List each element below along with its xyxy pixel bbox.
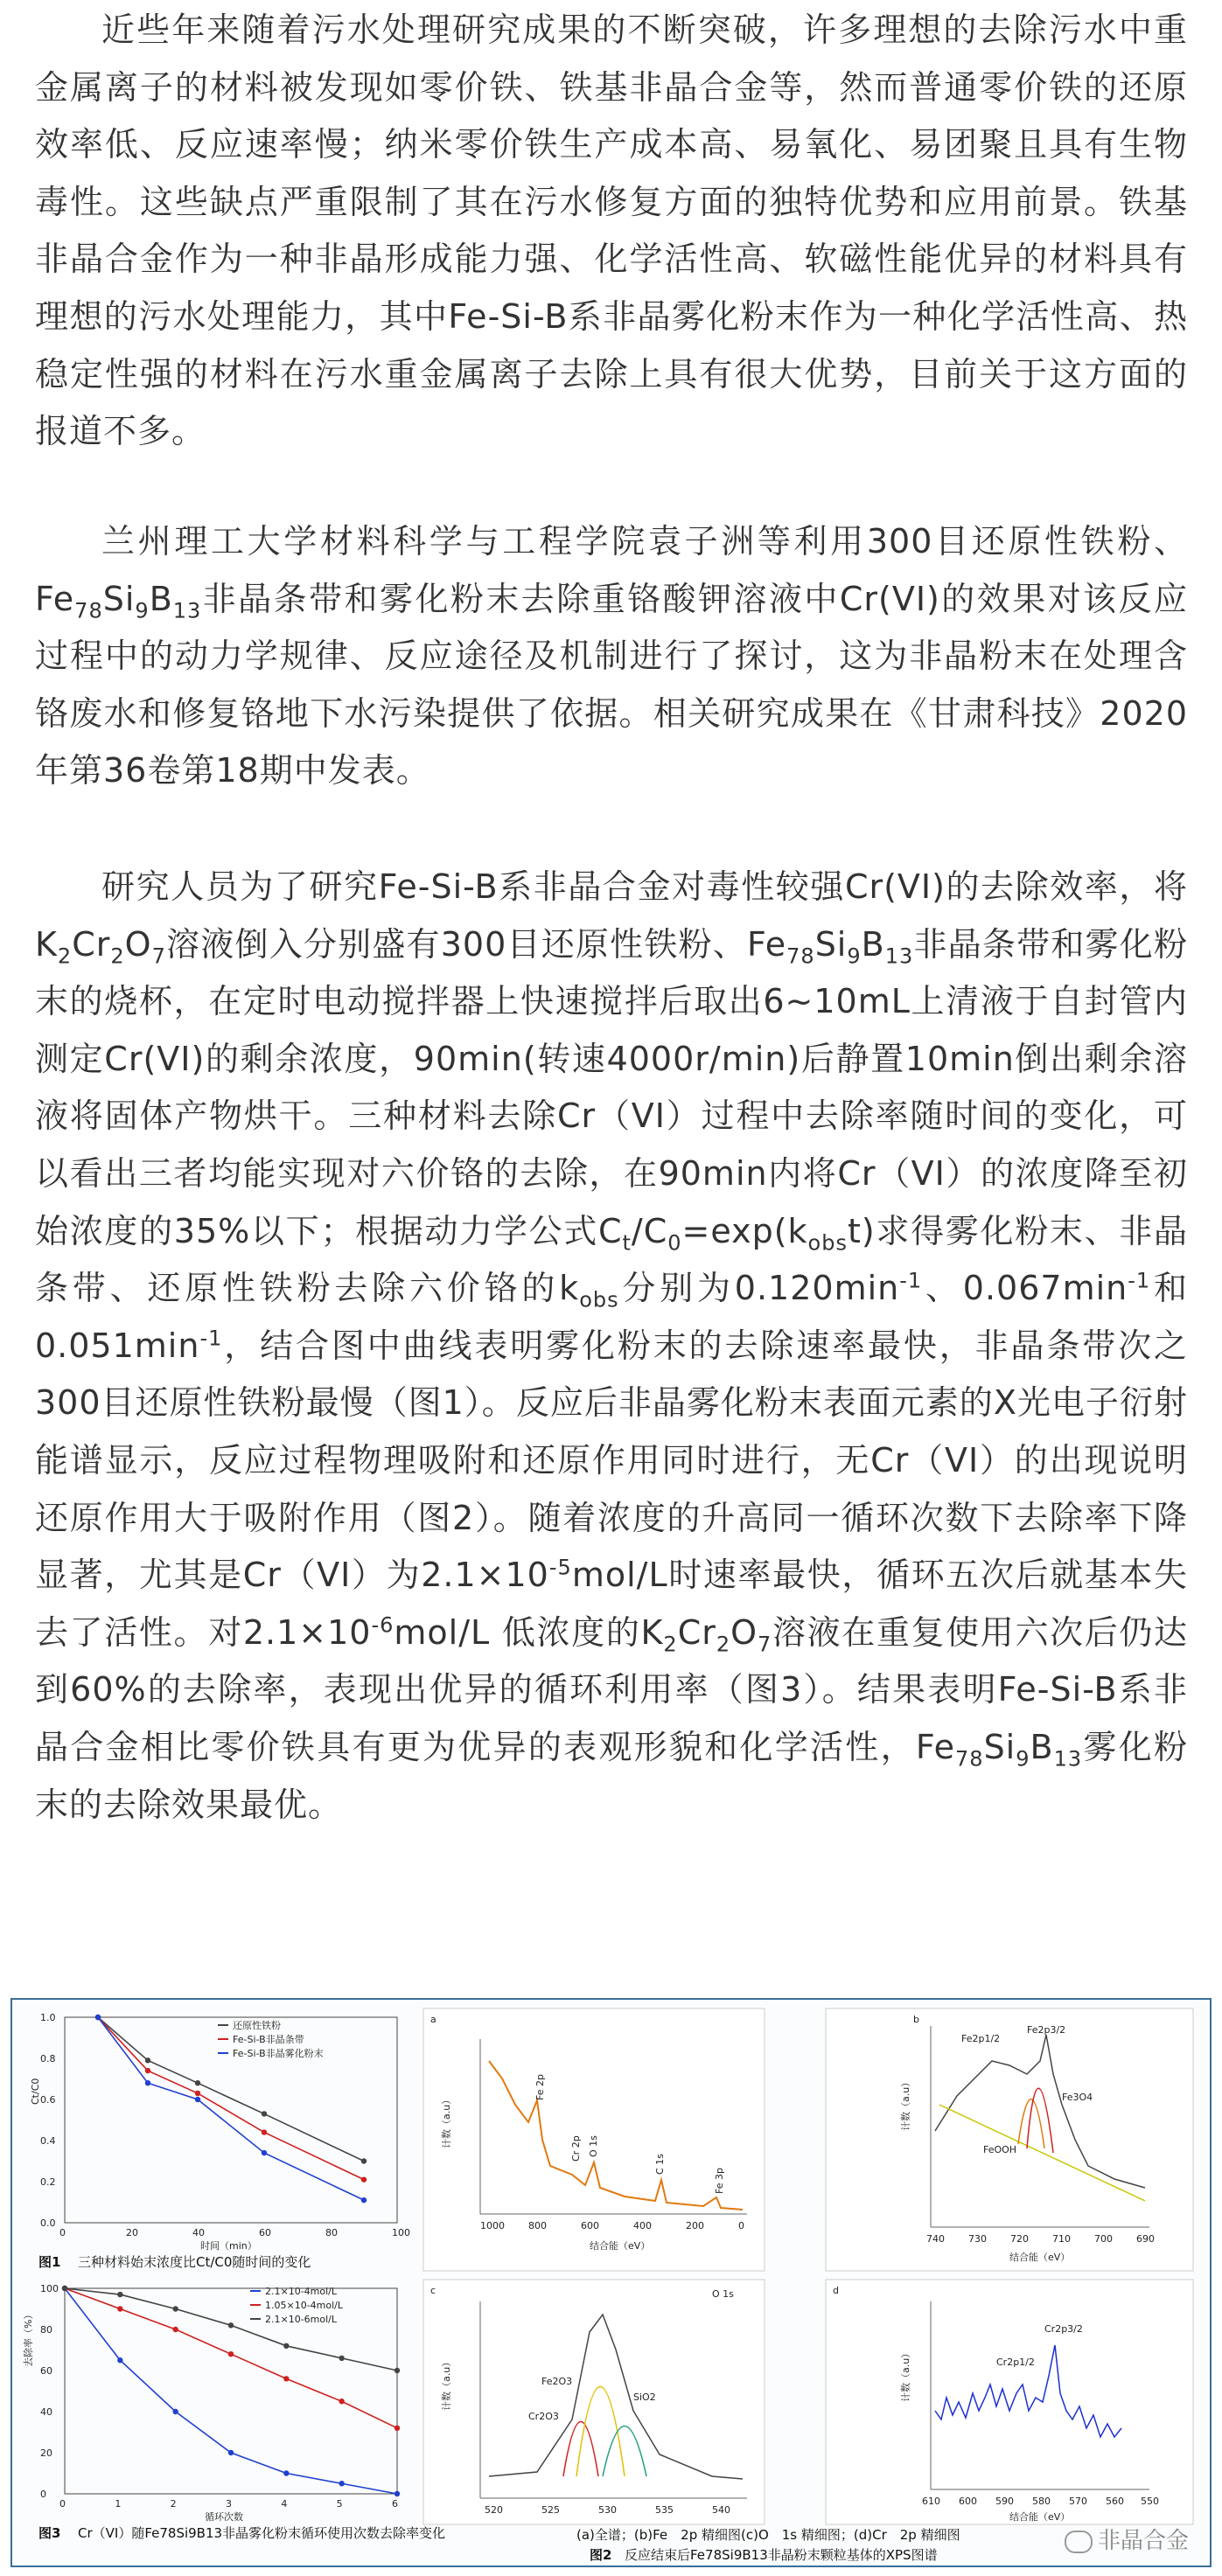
fig1-series-3-point	[262, 2150, 267, 2155]
fig3-ytick-label: 0	[40, 2489, 46, 2500]
fig3-xlabel: 循环次数	[205, 2511, 243, 2523]
fig1-xtick-label: 100	[392, 2227, 410, 2238]
fig3-series-2-point	[283, 2376, 289, 2381]
panel-c-xtick-2: 530	[598, 2504, 617, 2516]
fig3-xtick-label: 6	[392, 2498, 398, 2510]
fig3-xtick-label: 2	[170, 2498, 177, 2510]
fig3-series-3-point	[228, 2322, 234, 2328]
fig3-ytick-label: 40	[40, 2406, 52, 2418]
fig1-xtick-label: 80	[325, 2227, 338, 2238]
fig3-legend-2: 1.05×10-4mol/L	[265, 2300, 344, 2311]
panel-a-peak-o1s: O 1s	[588, 2135, 599, 2157]
fig3-legend-3: 2.1×10-6mol/L	[265, 2314, 338, 2325]
fig1-series-3-point	[361, 2197, 367, 2203]
panel-c-peak-1: Fe2O3	[541, 2376, 573, 2387]
panel-a-peak-fe3p: Fe 3p	[714, 2168, 725, 2194]
figure-composite	[10, 1998, 1212, 2567]
panel-c-xtick-0: 520	[485, 2504, 503, 2516]
fig3-xtick-label: 0	[59, 2498, 66, 2510]
panel-b-label: b	[913, 2014, 919, 2025]
fig3-ytick-label: 80	[40, 2324, 52, 2336]
fig3-series-1-point	[117, 2357, 122, 2363]
fig3-series-2-point	[117, 2306, 122, 2311]
fig1-series-1-point	[195, 2080, 200, 2085]
panel-d-xtick-5: 560	[1106, 2496, 1124, 2507]
fig1-ytick-label: 0.4	[40, 2135, 56, 2147]
fig3-series-3-point	[117, 2292, 122, 2297]
fig3-series-3-point	[283, 2343, 289, 2349]
panel-d-xtick-3: 580	[1032, 2496, 1051, 2507]
panel-a-xtick-1: 800	[528, 2220, 547, 2231]
fig1-legend-swatch-2	[218, 2038, 228, 2040]
panel-a-xtick-4: 200	[686, 2220, 704, 2231]
fig1-series-2-point	[262, 2129, 267, 2134]
fig3-ytick-label: 100	[40, 2283, 59, 2294]
panel-d-peak-1: Cr2p1/2	[996, 2357, 1035, 2368]
fig3-legend-swatch-1	[250, 2290, 261, 2292]
fig3-ytick-label: 60	[40, 2365, 52, 2377]
fig3-series-3-point	[62, 2286, 67, 2291]
panel-d-ylabel: 计数（a.u）	[900, 2348, 911, 2402]
fig3-series-2-point	[339, 2398, 344, 2404]
panel-b-xlabel: 结合能（eV）	[1009, 2252, 1071, 2263]
paragraph-study: 兰州理工大学材料科学与工程学院袁子洲等利用300目还原性铁粉、$Fe_{78}Si_9B_{13}$非晶条带和雾化粉末去除重铬酸钾溶液中Cr(VI)的效果对该反应过程中的动力学规律、反应途径及机制进行了探讨，这为非晶粉末在处理含铬废水和修复铬地下水污染提供了依据。相关研究成果在《甘肃科技》2020年第36卷第18期中发表。	[35, 522, 1188, 790]
panel-b-xtick-0: 740	[926, 2233, 945, 2245]
panel-c-xtick-1: 525	[541, 2504, 560, 2516]
panel-c-xtick-4: 540	[712, 2504, 730, 2516]
panel-c-frame	[423, 2280, 765, 2524]
fig3-xtick-label: 4	[281, 2498, 288, 2510]
watermark: 非晶合金	[1065, 2523, 1189, 2555]
panel-a-peak-cr2p: Cr 2p	[570, 2135, 582, 2162]
panel-d-xtick-6: 550	[1141, 2496, 1159, 2507]
panel-a-xtick-5: 0	[738, 2220, 744, 2231]
fig3-series-3-point	[339, 2356, 344, 2361]
panel-b-xtick-1: 730	[968, 2233, 987, 2245]
panel-d-label: d	[833, 2285, 839, 2296]
fig3-series-3-point	[395, 2368, 400, 2373]
panel-c-title: O 1s	[712, 2288, 734, 2300]
panel-d-xtick-0: 610	[922, 2496, 940, 2507]
panel-c-ylabel: 计数（a.u）	[441, 2357, 452, 2411]
panel-d-peak-2: Cr2p3/2	[1044, 2323, 1083, 2335]
paragraph-results: 研究人员为了研究Fe-Si-B系非晶合金对毒性较强Cr(VI)的去除效率，将$K_2Cr_2O_7$溶液倒入分别盛有300目还原性铁粉、$Fe_{78}Si_9B_{13}$非晶条带和雾化粉末的烧杯，在定时电动搅拌器上快速搅拌后取出6~10mL上清液于自封管内测定Cr(VI)的剩余浓度，90min(转速4000r/min)后静置10min倒出剩余溶液将固体产物烘干。三种材料去除Cr（VI）过程中去除率随时间的变化，可以看出三者均能实现对六价铬的去除，在90min内将Cr（VI）的浓度降至初始浓度的35%以下；根据动力学公式$C_t/C_0=\exp(k_{obs}t)$求得雾化粉末、非晶条带、还原性铁粉去除六价铬的$k_{obs}$分别为$0.120\min^{-1}$、$0.067\min^{-1}$和$0.051\min^{-1}$，结合图中曲线表明雾化粉末的去除速率最快，非晶条带次之300目还原性铁粉最慢（图1）。反应后非晶雾化粉末表面元素的X光电子衍射能谱显示，反应过程物理吸附和还原作用同时进行，无Cr（VI）的出现说明还原作用大于吸附作用（图2）。随着浓度的升高同一循环次数下去除率下降显著，尤其是Cr（VI）为$2.1\times 10^{-5}mol/L$时速率最快，循环五次后就基本失去了活性。对$2.1\times 10^{-6}mol/L$ 低浓度的$K_2Cr_2O_7$溶液在重复使用六次后仍达到60%的去除率，表现出优异的循环利用率（图3）。结果表明Fe-Si-B系非晶合金相比零价铁具有更为优异的表观形貌和化学活性，$Fe_{78}Si_9B_{13}$雾化粉末的去除效果最优。	[35, 867, 1188, 1824]
fig1-series-1-point	[361, 2158, 367, 2163]
panel-b-xtick-5: 690	[1136, 2233, 1155, 2245]
fig3-series-1-point	[228, 2450, 234, 2455]
fig3-xtick-label: 3	[226, 2498, 232, 2510]
fig1-series-2-point	[361, 2176, 367, 2182]
fig1-legend-swatch-3	[218, 2052, 228, 2054]
fig3-series-3-point	[172, 2306, 178, 2311]
fig1-xlabel: 时间（min）	[200, 2240, 257, 2252]
fig1-series-3-point	[195, 2097, 200, 2102]
panel-d-xlabel: 结合能（eV）	[1009, 2511, 1071, 2523]
fig1-xtick-label: 40	[192, 2227, 205, 2238]
fig1-legend-1: 还原性铁粉	[233, 2020, 281, 2031]
panel-c-peak-2: Cr2O3	[528, 2411, 559, 2422]
fig3-series-2-point	[172, 2327, 178, 2332]
panel-a-xlabel: 结合能（eV）	[590, 2240, 651, 2252]
fig3-series-1-point	[395, 2491, 400, 2496]
panel-b-xtick-2: 720	[1010, 2233, 1029, 2245]
panel-c-label: c	[430, 2285, 436, 2296]
fig3-caption-number: 图3	[38, 2525, 61, 2541]
panel-a-xtick-0: 1000	[480, 2220, 505, 2231]
fig3-xtick-label: 5	[336, 2498, 343, 2510]
fig1-series-3-point	[95, 2015, 101, 2020]
paragraph-intro: 近些年来随着污水处理研究成果的不断突破，许多理想的去除污水中重金属离子的材料被发现如零价铁、铁基非晶合金等，然而普通零价铁的还原效率低、反应速率慢；纳米零价铁生产成本高、易氧化、易团聚且具有生物毒性。这些缺点严重限制了其在污水修复方面的独特优势和应用前景。铁基非晶合金作为一种非晶形成能力强、化学活性高、软磁性能优异的材料具有理想的污水处理能力，其中Fe-Si-B系非晶雾化粉末作为一种化学活性高、热稳定性强的材料在污水重金属离子去除上具有很大优势，目前关于这方面的报道不多。	[35, 10, 1188, 451]
fig1-caption-number: 图1	[38, 2254, 61, 2270]
figure2-panel-a	[423, 2009, 765, 2271]
wechat-icon	[1065, 2531, 1093, 2553]
panel-b-xtick-4: 700	[1094, 2233, 1113, 2245]
fig1-ytick-label: 0.8	[40, 2053, 56, 2064]
panel-a-peak-c1s: C 1s	[654, 2154, 666, 2175]
fig3-ytick-label: 20	[40, 2447, 52, 2459]
panel-d-frame	[826, 2280, 1193, 2524]
panel-c-peak-3: SiO2	[633, 2392, 656, 2403]
fig1-legend-swatch-1	[218, 2024, 228, 2026]
fig2-caption: 反应结束后Fe78Si9B13非晶粉末颗粒基体的XPS图谱	[625, 2547, 938, 2563]
panel-d-xtick-4: 570	[1069, 2496, 1087, 2507]
fig1-xtick-label: 0	[59, 2227, 66, 2238]
fig1-ytick-label: 1.0	[40, 2012, 56, 2023]
fig1-ytick-label: 0.0	[40, 2217, 56, 2229]
fig3-caption: Cr（VI）随Fe78Si9B13非晶雾化粉末循环使用次数去除率变化	[78, 2525, 446, 2541]
fig1-series-1-point	[145, 2057, 150, 2063]
fig1-ytick-label: 0.2	[40, 2176, 56, 2188]
fig2-subcaption: (a)全谱；(b)Fe 2p 精细图(c)O 1s 精细图；(d)Cr 2p 精细图	[576, 2527, 960, 2543]
fig3-legend-1: 2.1×10-4mol/L	[265, 2286, 338, 2297]
fig2-caption-number: 图2	[590, 2547, 612, 2563]
panel-b-peak-4: FeOOH	[983, 2144, 1017, 2155]
fig3-xtick-label: 1	[115, 2498, 122, 2510]
fig3-series-1-point	[339, 2481, 344, 2486]
figure2-panel-b	[826, 2009, 1193, 2271]
fig1-legend-3: Fe-Si-B非晶雾化粉末	[233, 2048, 324, 2059]
panel-d-xtick-2: 590	[995, 2496, 1014, 2507]
panel-a-xtick-3: 400	[633, 2220, 652, 2231]
fig1-xtick-label: 20	[126, 2227, 138, 2238]
panel-b-frame	[826, 2009, 1193, 2271]
panel-a-xtick-2: 600	[581, 2220, 599, 2231]
panel-b-peak-3: Fe3O4	[1062, 2092, 1093, 2103]
fig3-ylabel: 去除率（%）	[23, 2309, 34, 2367]
figure2-panel-c	[423, 2280, 765, 2524]
fig1-series-2-point	[195, 2091, 200, 2096]
panel-a-label: a	[430, 2014, 436, 2025]
panel-b-xtick-3: 710	[1052, 2233, 1071, 2245]
panel-c-xtick-3: 535	[655, 2504, 674, 2516]
panel-a-ylabel: 计数（a.u）	[441, 2094, 452, 2148]
fig1-xtick-label: 60	[259, 2227, 271, 2238]
fig3-legend-swatch-3	[250, 2318, 261, 2320]
fig3-legend-swatch-2	[250, 2304, 261, 2306]
fig1-series-1-point	[262, 2111, 267, 2116]
fig3-series-2-point	[395, 2426, 400, 2431]
fig1-ylabel: Ct/C0	[30, 2078, 41, 2105]
fig1-caption: 三种材料始末浓度比Ct/C0随时间的变化	[78, 2254, 311, 2270]
figure2-panel-d	[826, 2280, 1193, 2524]
panel-b-peak-1: Fe2p1/2	[961, 2033, 1001, 2044]
fig3-series-2-point	[228, 2351, 234, 2357]
fig1-series-2-point	[145, 2068, 150, 2073]
figure-svg	[12, 2000, 1210, 2566]
panel-b-peak-2: Fe2p3/2	[1027, 2024, 1066, 2036]
fig1-ytick-label: 0.6	[40, 2094, 56, 2106]
panel-a-peak-fe2p: Fe 2p	[534, 2074, 546, 2100]
fig3-series-1-point	[283, 2470, 289, 2475]
panel-b-ylabel: 计数（a.u）	[900, 2077, 911, 2131]
fig1-series-3-point	[145, 2080, 150, 2085]
fig3-series-1-point	[172, 2409, 178, 2414]
panel-d-xtick-1: 600	[959, 2496, 977, 2507]
fig1-legend-2: Fe-Si-B非晶条带	[233, 2034, 304, 2045]
